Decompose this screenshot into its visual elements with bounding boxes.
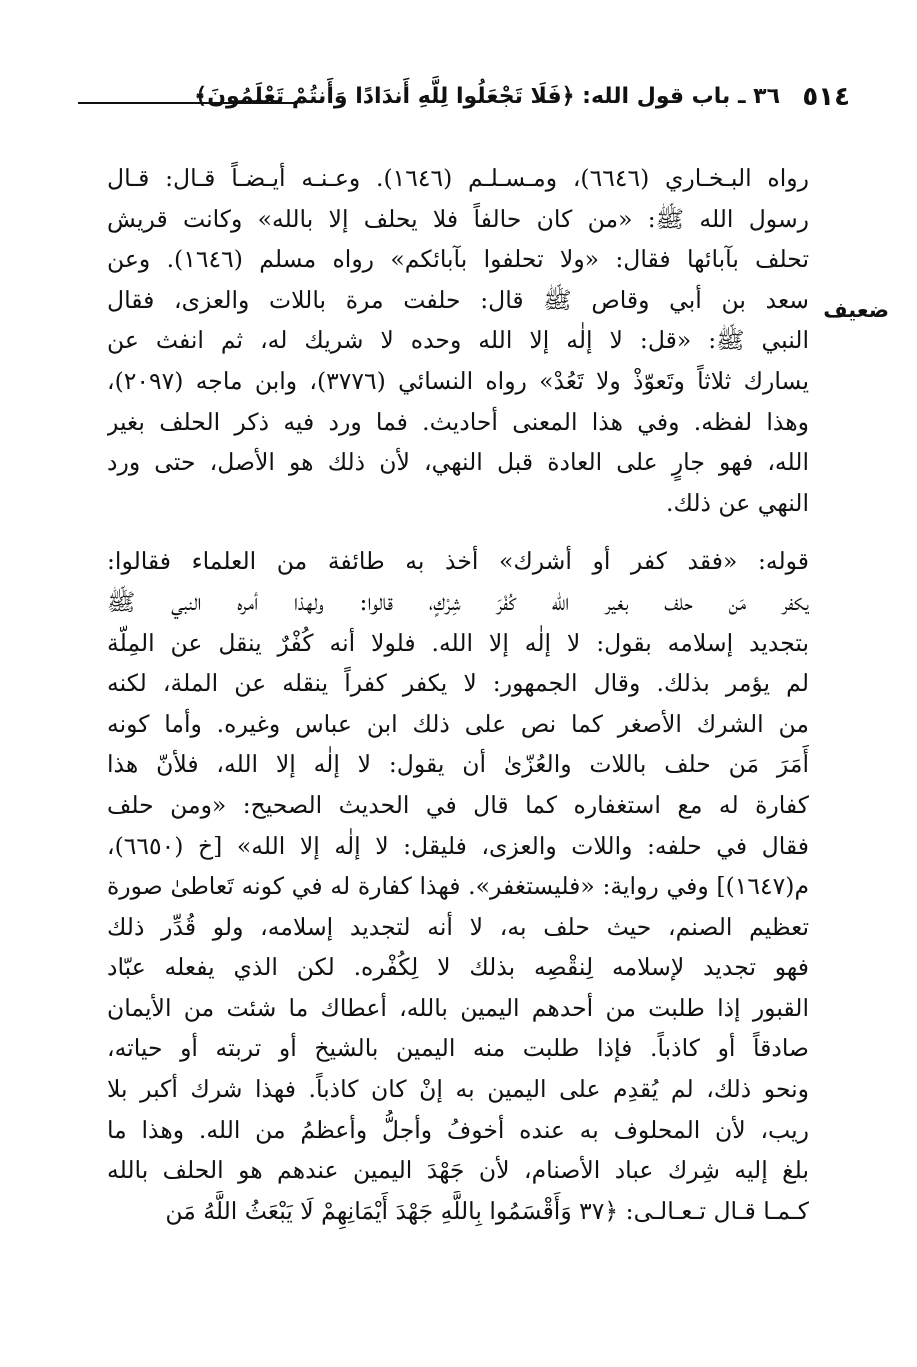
margin-note-grade: ضعيف	[823, 298, 889, 322]
text-line: القبور إذا طلبت من أحدهم اليمين بالله، أعطاك ما شئت من الأيمان	[107, 993, 809, 1022]
body-text	[107, 158, 809, 1231]
text-line: كفارة له مع استغفاره كما قال في الحديث الصحيح: «ومن حلف	[107, 790, 809, 819]
text-line: رواه البـخـاري (٦٦٤٦)، ومـسـلـم (١٦٤٦). وعـنـه أيـضـاً قـال: قـال	[107, 164, 809, 192]
text-line: ونحو ذلك، لم يُقدِم على اليمين به إنْ كان كاذباً. فهذا شرك أكبر بلا	[107, 1075, 809, 1104]
text-line: صادقاً أو كاذباً. فإذا طلبت منه اليمين بالشيخ أو تربته أو حياته،	[107, 1034, 809, 1063]
text-line: فهو تجديد لإسلامه لِنقْصِه بذلك لا لِكُفْره. لكن الذي يفعله عبّاد	[107, 953, 809, 982]
text-line: رسول الله ﷺ: «من كان حالفاً فلا يحلف إلا بالله» وكانت قريش	[107, 204, 809, 233]
text-line: الله، فهو جارٍ على العادة قبل النهي، لأن ذلك هو الأصل، حتى ورد	[107, 448, 809, 477]
text-line: تعظيم الصنم، حيث حلف به، لا أنه لتجديد إسلامه، ولو قُدِّر ذلك	[107, 912, 809, 941]
page-number: ٥١٤	[802, 82, 850, 112]
text-line: يسارك ثلاثاً وتَعوّذْ ولا تَعُدْ» رواه النسائي (٣٧٧٦)، وابن ماجه (٢٠٩٧)،	[107, 366, 809, 395]
page-header	[70, 82, 850, 122]
paragraph-2	[107, 541, 809, 1231]
header-rule	[78, 102, 298, 104]
text-line: تحلف بآبائها فقال: «ولا تحلفوا بآبائكم» رواه مسلم (١٦٤٦). وعن	[107, 245, 809, 274]
text-line: ريب، لأن المحلوف به عنده أخوفُ وأجلُّ وأعظمُ من الله. وهذا ما	[107, 1115, 809, 1144]
text-line: قوله: «فقد كفر أو أشرك» أخذ به طائفة من العلماء فقالوا:	[107, 547, 809, 576]
text-line: بتجديد إسلامه بقول: لا إلٰه إلا الله. فلولا أنه كُفْرٌ ينقل عن المِلّة	[107, 628, 809, 657]
text-line: النبي ﷺ: «قل: لا إلٰه إلا الله وحده لا شريك له، ثم انفث عن	[107, 326, 809, 355]
paragraph-1	[107, 158, 809, 523]
text-line: وهذا لفظه. وفي هذا المعنى أحاديث. فما ورد فيه ذكر الحلف بغير	[107, 407, 809, 436]
text-line: أَمَرَ مَن حلف باللات والعُزّىٰ أن يقول: لا إلٰه إلا الله، فلأنّ هذا	[107, 750, 809, 779]
text-line: بلغ إليه شِرك عباد الأصنام، لأن جَهْدَ اليمين عندهم هو الحلف بالله	[107, 1156, 809, 1185]
text-line: م(١٦٤٧)] وفي رواية: «فليستغفر». فهذا كفارة له في كونه تَعاطىٰ صورة	[107, 872, 809, 901]
text-line: من الشرك الأصغر كما نص على ذلك ابن عباس وغيره. وأما كونه	[107, 709, 809, 738]
text-line: لم يؤمر بذلك. وقال الجمهور: لا يكفر كفراً ينقله عن الملة، لكنه	[107, 669, 809, 698]
text-line: يكفر مَن حلف بغير الله كُفْرَ شِرْكٍ، قالوا: ولهذا أمره النبي ﷺ	[107, 587, 809, 616]
text-line: كـمـا قـال تـعـالـى: ﴿٣٧ وَأَقْسَمُوا بِاللَّهِ جَهْدَ أَيْمَانِهِمْ لَا يَبْعَثُ اللَّهُ مَن	[165, 1196, 809, 1225]
text-line: سعد بن أبي وقاص ﷺ قال: حلفت مرة باللات والعزى، فقال	[107, 285, 809, 314]
text-line: فقال في حلفه: واللات والعزى، فليقل: لا إلٰه إلا الله» [خ (٦٦٥٠)،	[107, 831, 809, 860]
text-line: النهي عن ذلك.	[666, 488, 809, 517]
running-title: ٣٦ ـ باب قول الله: ﴿فَلَا تَجْعَلُوا لِلَّهِ أَندَادًا وَأَنتُمْ تَعْلَمُونَ﴾	[194, 84, 780, 109]
